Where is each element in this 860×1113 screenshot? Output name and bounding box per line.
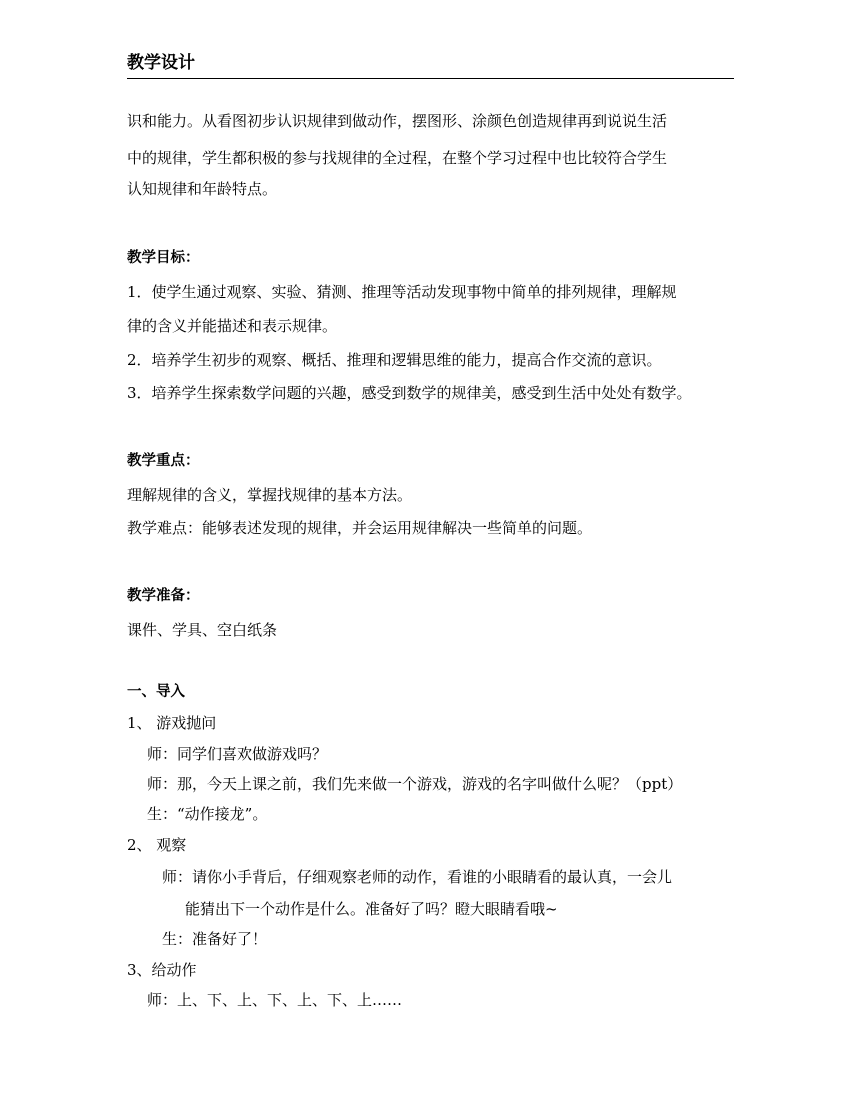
- step-3-label: 3、给动作: [127, 961, 197, 979]
- objective-1-line-1: 1．使学生通过观察、实验、猜测、推理等活动发现事物中简单的排列规律，理解规: [127, 283, 677, 301]
- preparation-line: 课件、学具、空白纸条: [127, 621, 278, 639]
- objective-3: 3．培养学生探索数学问题的兴趣，感受到数学的规律美，感受到生活中处处有数学。: [127, 384, 692, 402]
- step-1-teacher-line-2: 师：那，今天上课之前，我们先来做一个游戏，游戏的名字叫做什么呢？（ppt）: [147, 775, 683, 793]
- intro-line-3: 认知规律和年龄特点。: [127, 180, 278, 198]
- step-1-student-line: 生：“动作接龙”。: [147, 805, 268, 823]
- step-2-student-line: 生：准备好了！: [162, 930, 268, 948]
- step-1-label: 1、 游戏抛问: [127, 714, 217, 732]
- preparation-heading: 教学准备：: [127, 588, 200, 604]
- intro-line-2: 中的规律，学生都积极的参与找规律的全过程，在整个学习过程中也比较符合学生: [127, 149, 668, 167]
- intro-line-1: 识和能力。从看图初步认识规律到做动作，摆图形、涂颜色创造规律再到说说生活: [127, 112, 668, 130]
- difficulty-line: 教学难点：能够表述发现的规律，并会运用规律解决一些简单的问题。: [127, 519, 593, 537]
- step-2-teacher-line-2: 能猜出下一个动作是什么。准备好了吗？瞪大眼睛看哦~: [185, 900, 558, 918]
- objectives-heading: 教学目标：: [127, 250, 200, 266]
- step-1-teacher-line-1: 师：同学们喜欢做游戏吗？: [147, 745, 328, 763]
- keypoints-heading: 教学重点：: [127, 453, 200, 469]
- keypoints-line-1: 理解规律的含义，掌握找规律的基本方法。: [127, 486, 413, 504]
- section-1-heading: 一、导入: [127, 684, 185, 700]
- step-2-label: 2、 观察: [127, 836, 187, 854]
- step-3-teacher-line: 师：上、下、上、下、上、下、上……: [147, 991, 403, 1009]
- page-title: 教学设计: [127, 53, 195, 73]
- page-header: [127, 52, 734, 79]
- objective-1-line-2: 律的含义并能描述和表示规律。: [127, 317, 338, 335]
- objective-2: 2．培养学生初步的观察、概括、推理和逻辑思维的能力，提高合作交流的意识。: [127, 351, 662, 369]
- step-2-teacher-line-1: 师：请你小手背后，仔细观察老师的动作，看谁的小眼睛看的最认真，一会儿: [162, 868, 673, 886]
